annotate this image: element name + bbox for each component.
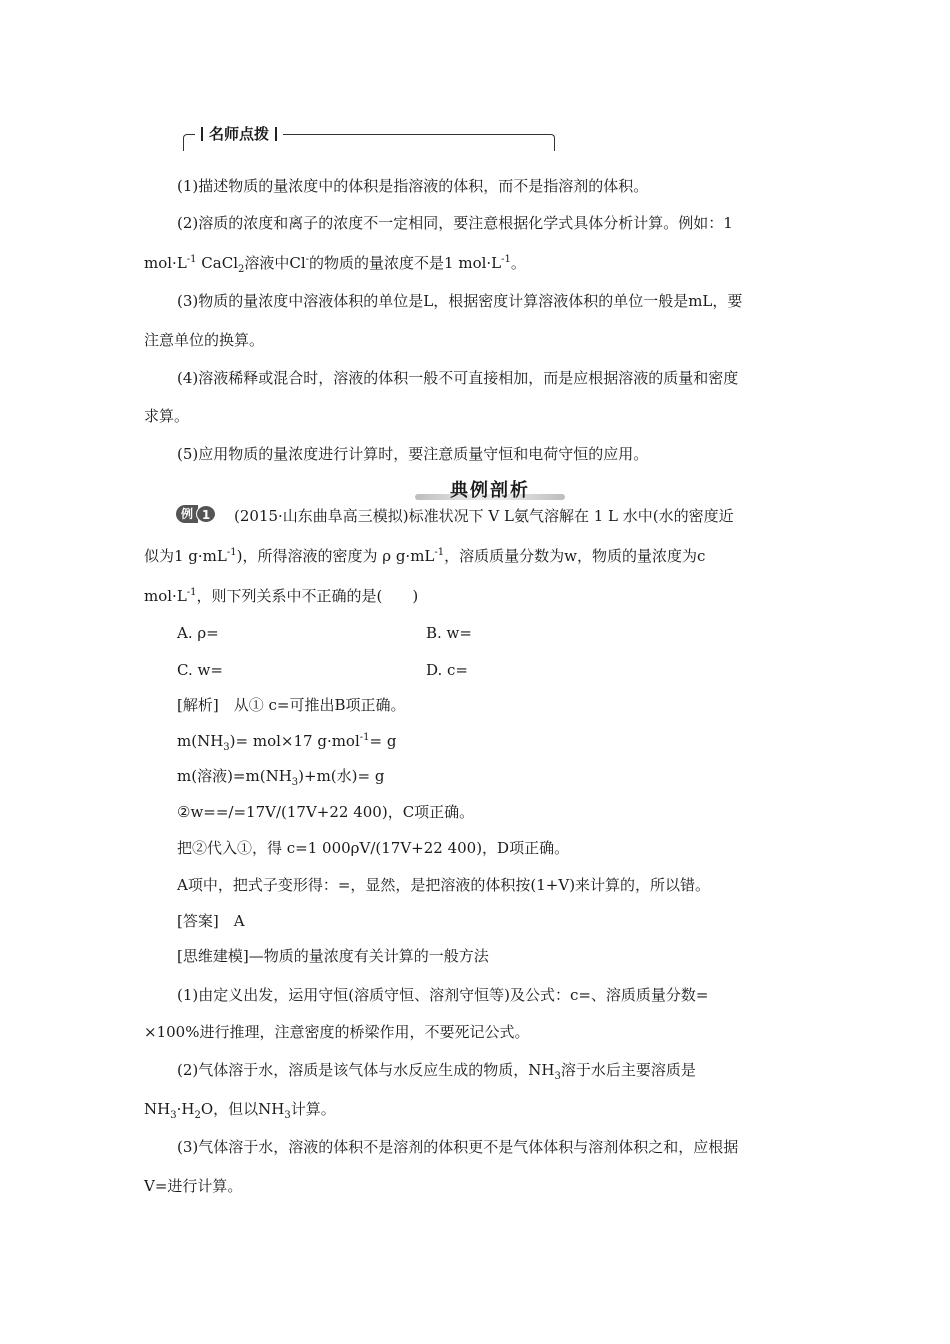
solution-line-4: ②w==/=17V/(17V+22 400)，C项正确。 <box>177 803 475 821</box>
solution-line-1: [解析] 从① c=可推出B项正确。 <box>177 696 406 714</box>
model-point-2-cont: $NH_3\cdot H_2O$，但以$NH_3$计算。 <box>144 1100 336 1121</box>
answer-line: [答案] A <box>177 912 245 930</box>
tip-point-4: (4)溶液稀释或混合时，溶液的体积一般不可直接相加，而是应根据溶液的质量和密度 <box>177 369 739 387</box>
model-point-3-cont: V=进行计算。 <box>144 1177 243 1195</box>
model-point-3: (3)气体溶于水，溶液的体积不是溶剂的体积更不是气体体积与溶剂体积之和，应根据 <box>177 1138 739 1156</box>
tip-point-5: (5)应用物质的量浓度进行计算时，要注意质量守恒和电荷守恒的应用。 <box>177 445 649 463</box>
option-c: C. w= <box>177 661 223 679</box>
tip-point-3-cont: 注意单位的换算。 <box>144 331 265 349</box>
solution-line-2: $m(NH_3)= mol\times 17$ g·mol$^{-1}$= g <box>177 732 397 753</box>
example-badge <box>176 505 218 523</box>
model-point-2: (2)气体溶于水，溶质是该气体与水反应生成的物质，$NH_3$溶于水后主要溶质是 <box>177 1061 696 1082</box>
section-heading <box>415 476 565 502</box>
section-heading-text: 典例剖析 <box>450 480 530 501</box>
option-d: D. c= <box>426 661 468 679</box>
example-badge-label: 例 <box>176 505 198 523</box>
option-a: A. ρ= <box>177 624 219 642</box>
example-badge-number: 1 <box>196 505 216 523</box>
tip-point-2-cont: $mol\cdot L^{-1}$ CaCl$_2$溶液中Cl-的物质的量浓度不是1 $mol\cdot L^{-1}$。 <box>144 254 526 275</box>
model-point-1: (1)由定义出发，运用守恒(溶质守恒、溶剂守恒等)及公式：c=、溶质质量分数= <box>177 986 709 1004</box>
solution-line-5: 把②代入①，得 c=1 000ρV/(17V+22 400)，D项正确。 <box>177 839 570 857</box>
tip-box <box>183 124 555 152</box>
question-line-2: 似为1 $g\cdot mL^{-1}$)，所得溶液的密度为 ρ $g\cdot mL^{-1}$，溶质质量分数为w，物质的量浓度为c <box>144 547 706 565</box>
tip-title: 名师点拨 <box>195 124 283 144</box>
model-point-1-cont: ×100%进行推理，注意密度的桥梁作用，不要死记公式。 <box>144 1023 530 1041</box>
question-line-3: $mol\cdot L^{-1}$，则下列关系中不正确的是( ) <box>144 587 419 605</box>
solution-line-3: m(溶液)$=m(NH_3)+m$(水)= g <box>177 767 385 788</box>
tip-point-2: (2)溶质的浓度和离子的浓度不一定相同，要注意根据化学式具体分析计算。例如：1 <box>177 214 733 232</box>
solution-line-6: A项中，把式子变形得：=，显然，是把溶液的体积按(1+V)来计算的，所以错。 <box>177 876 711 894</box>
question-line-1: (2015·山东曲阜高三模拟)标准状况下 V L氨气溶解在 1 L 水中(水的密度近 <box>234 507 734 525</box>
model-heading: [思维建模]—物质的量浓度有关计算的一般方法 <box>177 947 489 965</box>
tip-point-4-cont: 求算。 <box>144 407 190 425</box>
option-b: B. w= <box>426 624 472 642</box>
tip-point-3: (3)物质的量浓度中溶液体积的单位是L，根据密度计算溶液体积的单位一般是mL，要 <box>177 292 743 310</box>
tip-point-1: (1)描述物质的量浓度中的体积是指溶液的体积，而不是指溶剂的体积。 <box>177 177 649 195</box>
